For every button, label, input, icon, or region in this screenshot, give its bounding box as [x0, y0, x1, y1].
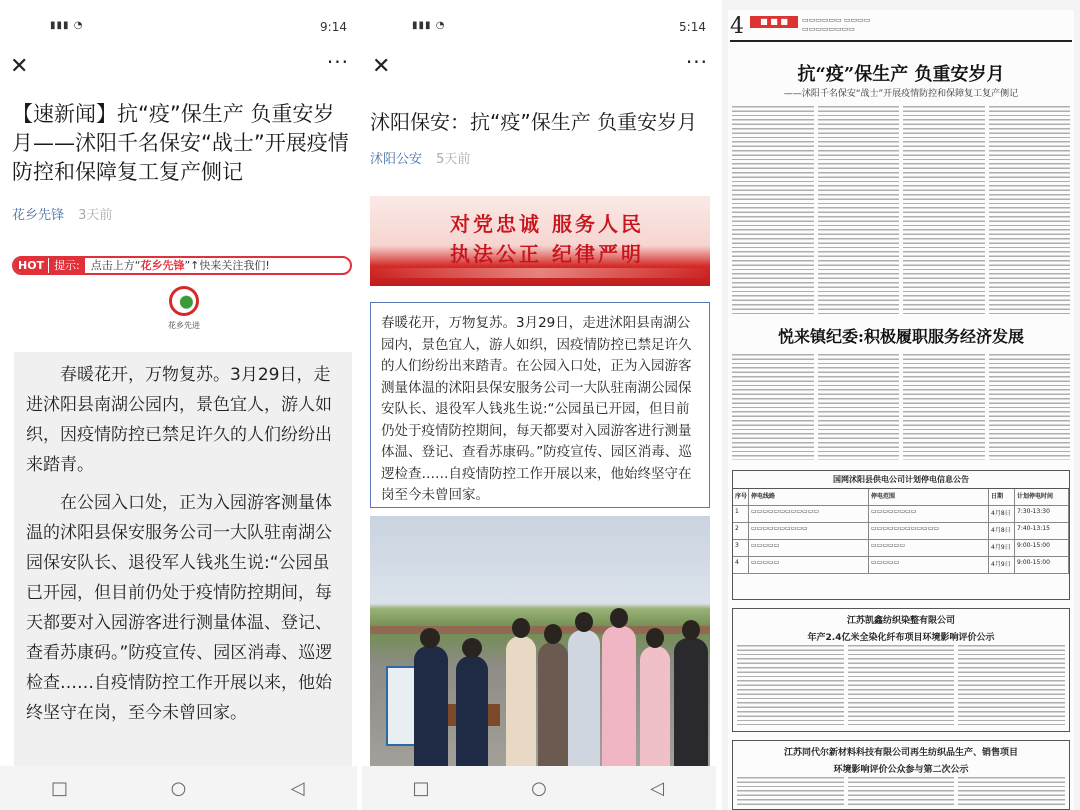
article-toolbar [0, 50, 357, 84]
article-title: 沭阳保安：抗“疫”保生产 负重安岁月 [370, 110, 698, 134]
visitor-head [512, 618, 530, 638]
status-bar [362, 0, 716, 54]
visitor-head [544, 624, 562, 644]
power-outage-table [732, 470, 1070, 600]
visitor-figure [640, 646, 670, 766]
paragraph: 在公园入口处，正为入园游客测量体温的沭阳县保安服务公司一大队驻南湖公园保安队长、退役军人钱兆生说:“公园虽已开园，但目前仍处于疫情防控期间，每天都要对入园游客进行测量体温、登记、查看苏康码。”防疫宣传、园区消毒、巡逻检查……自疫情防控工作开展以来，他始终坚守在岗，至今未曾回家。 [26, 493, 333, 723]
notice-box-2 [732, 740, 1070, 810]
table-row: 1 ▭▭▭▭▭▭▭▭▭▭▭▭ ▭▭▭▭▭▭▭▭ 4月8日 7:30-13:30 [733, 506, 1069, 523]
table-header: 停电线路 [749, 489, 869, 505]
home-icon[interactable]: ○ [531, 777, 547, 799]
account-logo [160, 286, 208, 342]
visitor-figure [538, 642, 568, 766]
table-header: 计划停电时间 [1015, 489, 1069, 505]
banner-line-2: 执法公正 纪律严明 [450, 242, 644, 266]
paragraph: 春暖花开，万物复苏。3月29日，走进沭阳县南湖公园内，景色宜人，游人如织，因疫情防控已禁足许久的人们纷纷出来踏青。 [26, 365, 332, 475]
quote-box: 春暖花开，万物复苏。3月29日，走进沭阳县南湖公园内，景色宜人，游人如织，因疫情防控已禁足许久的人们纷纷出来踏青。在公园入口处，正为入园游客测量体温的沭阳县保安服务公司一大队驻南湖公园保安队长、退役军人钱兆生说:“公园虽已开园，但目前仍处于疫情防控期间，每天都要对入园游客进行测量体温、登记、查看苏康码。”防疫宣传、园区消毒、巡逻检查……自疫情防控工作开展以来，他始终坚守在岗至今未曾回家。 [370, 302, 710, 508]
masthead-info: ▭▭▭▭▭▭ ▭▭▭▭ ▭▭▭▭▭▭▭▭ [802, 16, 871, 33]
recent-apps-icon[interactable]: □ [50, 777, 68, 799]
screenshot-panel-2 [362, 0, 716, 810]
visitor-head [646, 628, 664, 648]
guard-head [462, 638, 482, 658]
table-title: 国网沭阳县供电公司计划停电信息公告 [733, 471, 1069, 489]
table-row: 3 ▭▭▭▭▭ ▭▭▭▭▭▭ 4月9日 9:00-15:00 [733, 540, 1069, 557]
notice-2-subtitle: 环境影响评价公众参与第二次公示 [833, 765, 969, 775]
tip-text-after: ”↑快来关注我们! [184, 259, 270, 272]
table-row: 2 ▭▭▭▭▭▭▭▭▭▭ ▭▭▭▭▭▭▭▭▭▭▭▭ 4月8日 7:40-13:15 [733, 523, 1069, 540]
banner-line-1: 对党忠诚 服务人民 [450, 212, 644, 236]
banner-decoration [370, 268, 710, 278]
status-time: 9:14 [320, 20, 347, 34]
article-1-columns [732, 106, 1070, 314]
time-ago: 3天前 [78, 208, 113, 223]
tip-label: 提示: [49, 258, 85, 273]
tip-highlight: 花乡先锋 [140, 259, 185, 272]
table-header: 日期 [989, 489, 1015, 505]
hot-badge: HOT [14, 258, 48, 273]
park-entrance-photo [370, 516, 710, 766]
table-header: 停电范围 [869, 489, 989, 505]
time-ago: 5天前 [436, 152, 471, 167]
article-title: 【速新闻】抗“疫”保生产 负重安岁月——沭阳千名保安“战士”开展疫情防控和保障复工复产侧记 [12, 102, 349, 184]
guard-head [420, 628, 440, 648]
screenshot-panel-1 [0, 0, 357, 810]
guard-figure [456, 656, 488, 766]
visitor-head [610, 608, 628, 628]
notice-1-subtitle: 年产2.4亿米全染化纤布项目环境影响评价公示 [807, 633, 995, 643]
system-nav-bar [0, 766, 357, 810]
more-icon[interactable]: ··· [685, 50, 708, 74]
home-icon[interactable]: ○ [170, 777, 187, 799]
slogan-banner [370, 196, 710, 286]
flower-logo-icon [169, 286, 199, 316]
logo-caption: 花乡先进 [168, 321, 200, 330]
more-icon[interactable]: ··· [326, 50, 349, 74]
masthead-logo: ■ ■ ■ [750, 16, 798, 28]
notice-2-columns [737, 777, 1065, 807]
back-icon[interactable]: ◁ [290, 777, 305, 799]
status-time: 5:14 [679, 20, 706, 34]
notice-1-title: 江苏凯鑫纺织染整有限公司 [846, 616, 955, 626]
follow-tip-bar[interactable] [12, 256, 352, 275]
table-row: 4 ▭▭▭▭▭ ▭▭▭▭▭ 4月9日 9:00-15:00 [733, 557, 1069, 574]
headline-1: 抗“疫”保生产 负重安岁月 [797, 64, 1005, 85]
author-link[interactable]: 花乡先锋 [12, 208, 65, 223]
visitor-head [575, 612, 593, 632]
close-icon[interactable]: ✕ [372, 54, 391, 79]
newspaper-page [728, 10, 1074, 810]
notice-2-title: 江苏同代尔新材料科技有限公司再生纺织品生产、销售项目 [783, 748, 1018, 758]
article-2-columns [732, 354, 1070, 460]
system-nav-bar [362, 766, 716, 810]
signal-icon: ▮▮▮ ◔ [50, 20, 84, 31]
recent-apps-icon[interactable]: □ [412, 777, 430, 799]
visitor-figure [602, 626, 636, 766]
close-icon[interactable]: ✕ [10, 54, 29, 79]
article-toolbar [362, 50, 716, 84]
headline-2: 悦来镇纪委:积极履职服务经济发展 [778, 327, 1024, 346]
table-header-row [733, 489, 1069, 506]
table-header: 序号 [733, 489, 749, 505]
author-link[interactable]: 沭阳公安 [370, 152, 423, 167]
signal-icon: ▮▮▮ ◔ [412, 20, 446, 31]
page-number: 4 [730, 14, 744, 39]
status-bar [0, 0, 357, 54]
back-icon[interactable]: ◁ [650, 777, 664, 799]
visitor-figure [506, 636, 536, 766]
author-row [12, 204, 112, 223]
tip-text-before: 点击上方“ [90, 259, 141, 272]
header-rule [730, 40, 1072, 42]
visitor-figure [568, 630, 600, 766]
notice-box-1 [732, 608, 1070, 732]
article-body [14, 352, 352, 766]
visitor-head [682, 620, 700, 640]
newspaper-page-panel [722, 0, 1080, 810]
subheadline-1: ——沭阳千名保安“战士”开展疫情防控和保障复工复产侧记 [783, 89, 1019, 99]
guard-figure [414, 646, 448, 766]
author-row [370, 148, 470, 167]
notice-1-columns [737, 645, 1065, 725]
visitor-figure [674, 638, 708, 766]
